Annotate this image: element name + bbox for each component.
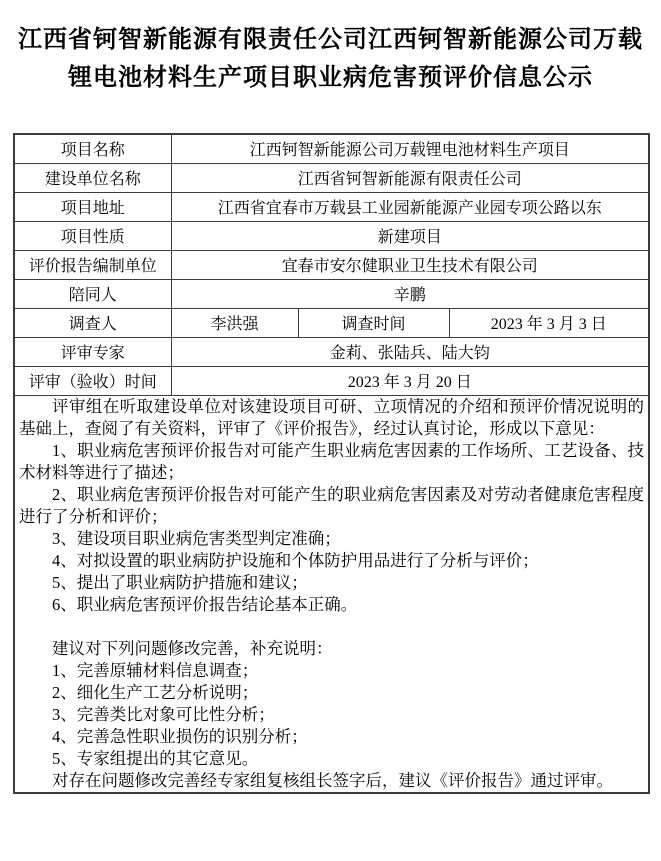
review-time-label: 评审（验收）时间 [14, 366, 171, 395]
row-project-address [14, 192, 649, 221]
review-opinions-cell [14, 395, 649, 793]
review-paragraph-blank [19, 616, 644, 638]
investigator-value: 李洪强 [171, 308, 298, 337]
row-construction-unit [14, 163, 649, 192]
review-paragraph: 5、专家组提出的其它意见。 [52, 748, 259, 768]
review-paragraph: 2、职业病危害预评价报告对可能产生的职业病危害因素及对劳动者健康危害程度进行了分析和评价； [19, 484, 645, 526]
review-paragraph: 3、建设项目职业病危害类型判定准确； [52, 528, 341, 548]
review-paragraph: 2、细化生产工艺分析说明； [52, 682, 259, 702]
review-paragraph: 1、职业病危害预评价报告对可能产生职业病危害因素的工作场所、工艺设备、技术材料等进行了描述； [19, 440, 645, 482]
row-report-compiler [14, 250, 649, 279]
row-review-opinions [14, 395, 649, 793]
review-experts-value: 金莉、张陆兵、陆大钧 [171, 337, 649, 366]
project-address-label: 项目地址 [14, 192, 171, 221]
investigation-time-value: 2023 年 3 月 3 日 [449, 308, 649, 337]
row-accompanying-person [14, 279, 649, 308]
row-project-nature [14, 221, 649, 250]
construction-unit-value: 江西省钶智新能源有限责任公司 [171, 163, 649, 192]
review-paragraph: 建议对下列问题修改完善，补充说明： [52, 638, 333, 658]
row-review-experts [14, 337, 649, 366]
report-compiler-value: 宜春市安尔健职业卫生技术有限公司 [171, 250, 649, 279]
investigation-time-label: 调查时间 [298, 308, 449, 337]
report-compiler-label: 评价报告编制单位 [14, 250, 171, 279]
row-review-time [14, 366, 649, 395]
review-paragraph: 对存在问题修改完善经专家组复核组长签字后，建议《评价报告》通过评审。 [52, 770, 613, 790]
review-paragraph: 1、完善原辅材料信息调查； [52, 660, 259, 680]
review-paragraph: 5、提出了职业病防护措施和建议； [52, 572, 308, 592]
review-paragraph: 评审组在听取建设单位对该建设项目可研、立项情况的介绍和预评价情况说明的基础上，查阅了有关资料，评审了《评价报告》，经过认真讨论，形成以下意见： [19, 396, 645, 438]
project-address-value: 江西省宜春市万载县工业园新能源产业园专项公路以东 [171, 192, 649, 221]
project-nature-value: 新建项目 [171, 221, 649, 250]
row-investigator [14, 308, 649, 337]
review-paragraph: 4、完善急性职业损伤的识别分析； [52, 726, 308, 746]
review-paragraph: 6、职业病危害预评价报告结论基本正确。 [52, 594, 358, 614]
accompanying-person-value: 辛鹏 [171, 279, 649, 308]
construction-unit-label: 建设单位名称 [14, 163, 171, 192]
project-nature-label: 项目性质 [14, 221, 171, 250]
notice-title: 江西省钶智新能源有限责任公司江西钶智新能源公司万载锂电池材料生产项目职业病危害预评价信息公示 [18, 27, 643, 91]
project-info-table [13, 133, 650, 794]
accompanying-person-label: 陪同人 [14, 279, 171, 308]
project-name-value: 江西钶智新能源公司万载锂电池材料生产项目 [171, 134, 649, 163]
review-paragraph: 3、完善类比对象可比性分析； [52, 704, 275, 724]
review-time-value: 2023 年 3 月 20 日 [171, 366, 649, 395]
review-paragraph: 4、对拟设置的职业病防护设施和个体防护用品进行了分析与评价； [52, 550, 539, 570]
review-experts-label: 评审专家 [14, 337, 171, 366]
investigator-label: 调查人 [14, 308, 171, 337]
row-project-name [14, 134, 649, 163]
project-name-label: 项目名称 [14, 134, 171, 163]
